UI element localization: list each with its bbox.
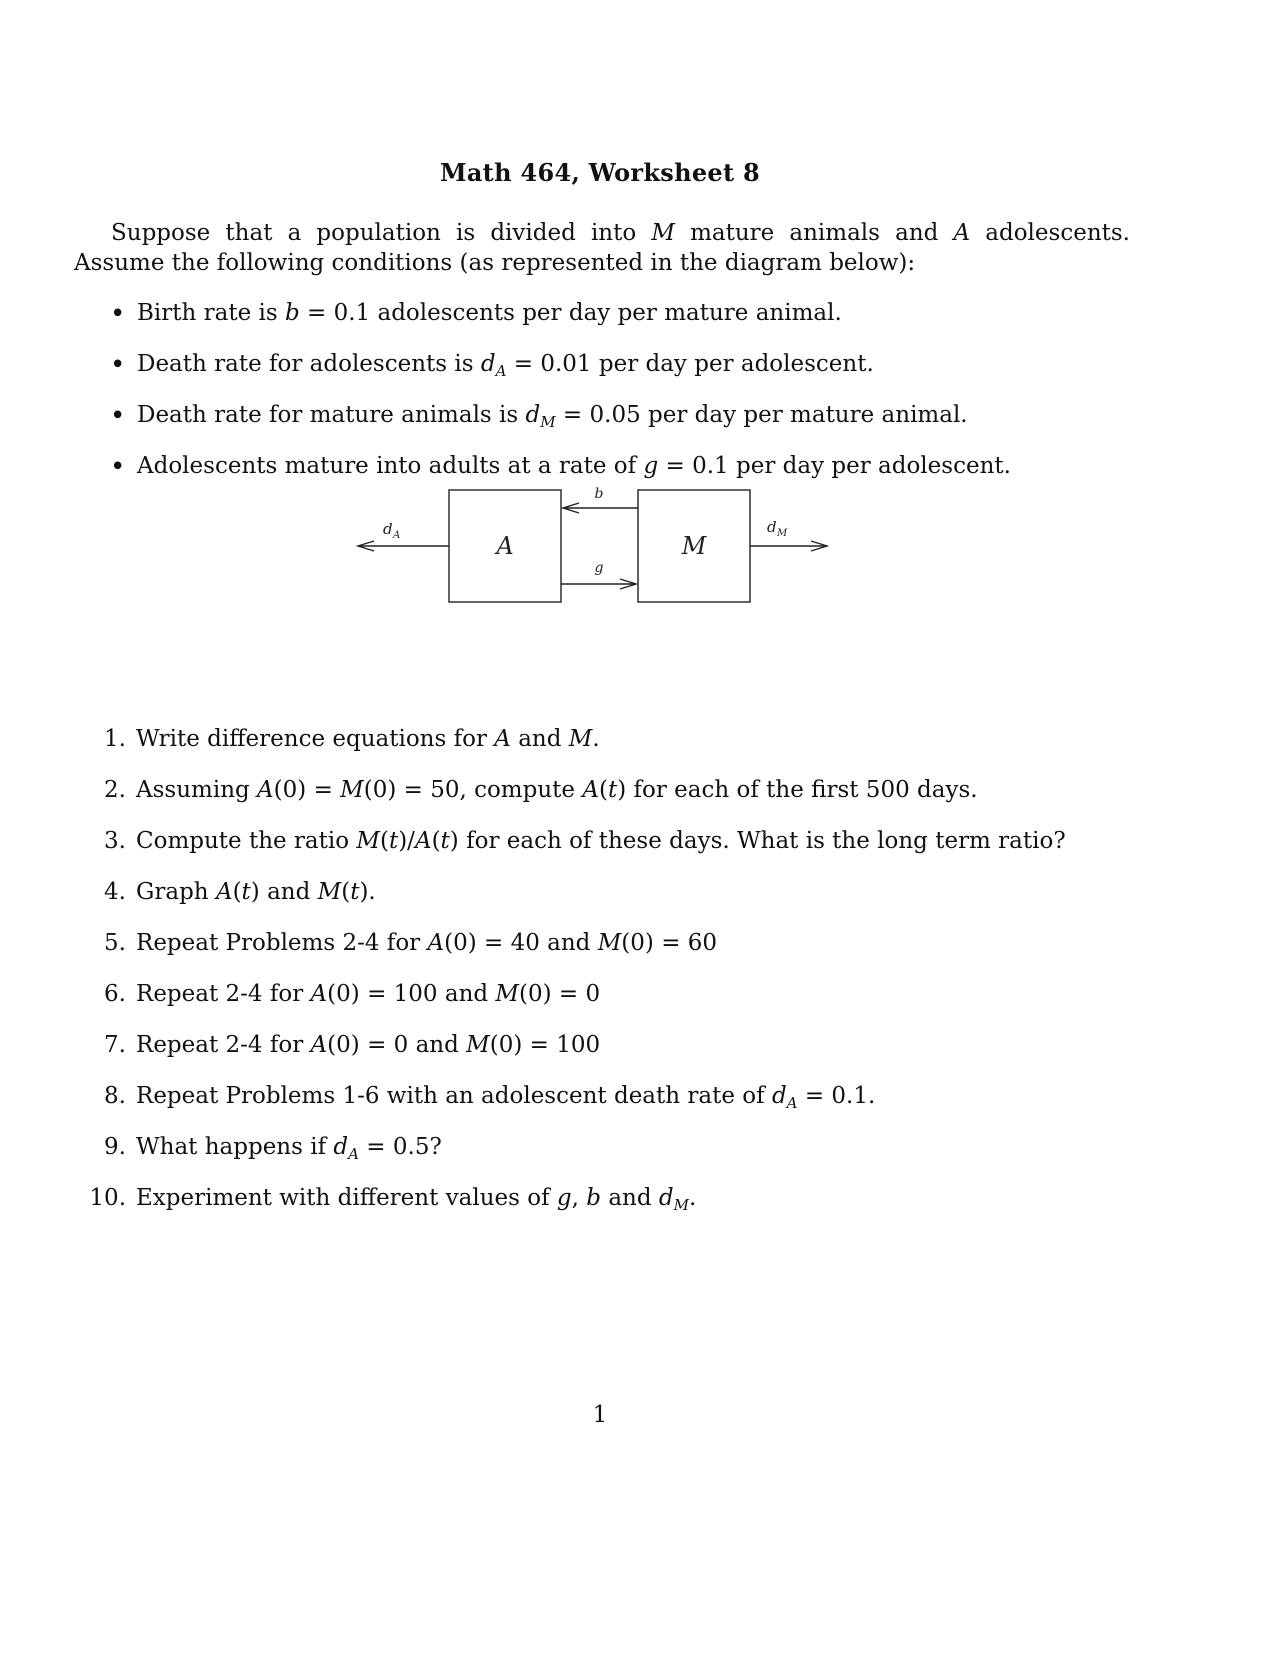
condition-text: = 0.1 per day per adolescent. [658,453,1011,479]
condition-text: Death rate for mature animals is [137,402,526,428]
problem-number: 4. [104,879,126,905]
problem-text: = 0.5? [359,1134,442,1160]
problem-text: . [688,1185,697,1211]
problem-subscript: M [673,1196,689,1214]
intro-text: mature animals and [674,220,954,246]
condition-item [110,300,1160,351]
problem-variable: M [495,981,519,1007]
problem-number: 3. [104,828,126,854]
box-m-label: M [681,532,707,560]
birth-rate-label: b [594,486,604,502]
growth-rate-label: g [594,560,604,576]
problem-number: 9. [104,1134,126,1160]
problem-variable: b [586,1185,602,1211]
condition-text: Death rate for adolescents is [137,351,481,377]
condition-item [110,402,1160,453]
condition-symbol: g [643,453,659,479]
problem-text: Graph [136,879,216,905]
problem-text: ( [232,879,242,905]
problem-variable: t [440,828,450,854]
intro-text: adolescents. Assume the following conditions (as represented in the diagram below): [74,220,1130,276]
problem-variable: A [494,726,511,752]
problem-text: and [510,726,569,752]
condition-text: Adolescents mature into adults at a rate of [137,453,644,479]
condition-subscript: M [540,413,556,431]
problem-variable: d [333,1134,349,1160]
problem-number: 6. [104,981,126,1007]
problem-text: (0) = [273,777,341,803]
problem-item [80,726,1180,777]
problem-variable: M [356,828,380,854]
problem-text: . [592,726,600,752]
problem-item [80,930,1180,981]
problem-number: 8. [104,1083,126,1109]
adolescent-death-subscript: A [393,530,401,541]
problem-item [80,1083,1180,1134]
problem-item [80,777,1180,828]
problem-text: (0) = 60 [621,930,718,956]
problem-variable: A [427,930,445,956]
problem-variable: g [556,1185,572,1211]
problem-text: Write difference equations for [136,726,495,752]
condition-subscript: A [495,362,507,380]
problem-text: Compute the ratio [136,828,357,854]
mature-death-label: d [767,518,777,536]
problem-variable: M [317,879,342,905]
problem-subscript: A [786,1094,798,1112]
problem-text: )/ [398,828,415,854]
adolescent-death-label: d [383,520,393,538]
problem-text: Repeat 2-4 for [136,1032,311,1058]
problem-number: 5. [104,930,126,956]
problem-text: Repeat 2-4 for [136,981,311,1007]
problem-text: (0) = 100 and [327,981,496,1007]
problem-text: (0) = 40 and [444,930,598,956]
population-flow-diagram [355,486,835,636]
problem-variable: t [388,828,399,854]
problem-number: 10. [89,1185,126,1211]
problem-text: ) for each of the first 500 days. [617,777,978,803]
problem-text: (0) = 50, compute [363,777,583,803]
problem-text: (0) = 0 and [327,1032,467,1058]
problem-text: ( [598,777,608,803]
problem-text: (0) = 0 [518,981,601,1007]
problem-subscript: A [348,1145,359,1163]
page-number: 1 [592,1402,608,1428]
problem-variable: A [414,828,432,854]
problem-variable: d [658,1185,674,1211]
intro-var-m: M [651,220,675,246]
problems-list [80,726,1180,1236]
problem-text: What happens if [136,1134,334,1160]
problem-variable: A [582,777,599,803]
condition-symbol: d [525,402,541,428]
problem-variable: t [241,879,251,905]
problem-variable: t [350,879,360,905]
problem-item [80,1185,1180,1236]
problem-variable: A [257,777,274,803]
condition-text: = 0.05 per day per mature animal. [555,402,968,428]
problem-text: ). [359,879,376,905]
mature-death-subscript: M [777,528,788,539]
conditions-list [110,300,1160,504]
problem-text: ( [341,879,351,905]
condition-symbol: d [480,351,496,377]
problem-text: ) and [250,879,318,905]
problem-variable: M [340,777,364,803]
problem-number: 2. [104,777,126,803]
problem-text: , [571,1185,587,1211]
page-title: Math 464, Worksheet 8 [439,158,761,187]
problem-item [80,1134,1180,1185]
condition-text: = 0.1 adolescents per day per mature animal. [299,300,842,326]
problem-item [80,1032,1180,1083]
problem-text: (0) = 100 [489,1032,601,1058]
intro-var-a: A [953,220,971,246]
problem-text: Experiment with different values of [136,1185,557,1211]
intro-text: Suppose that a population is divided into [111,220,652,246]
problem-variable: M [568,726,593,752]
problem-variable: M [597,930,622,956]
intro-paragraph [74,218,1130,278]
condition-item [110,351,1160,402]
problem-text: and [601,1185,659,1211]
problem-text: Repeat Problems 1-6 with an adolescent death rate of [136,1083,772,1109]
problem-item [80,828,1180,879]
problem-variable: M [466,1032,490,1058]
problem-variable: d [771,1083,787,1109]
problem-text: Assuming [136,777,258,803]
problem-text: ) for each of these days. What is the long term ratio? [449,828,1066,854]
problem-text: Repeat Problems 2-4 for [136,930,428,956]
problem-variable: t [607,777,618,803]
problem-text: ( [431,828,441,854]
problem-number: 7. [104,1032,126,1058]
problem-variable: A [310,1032,328,1058]
condition-text: = 0.01 per day per adolescent. [506,351,874,377]
problem-variable: A [215,879,233,905]
problem-number: 1. [104,726,126,752]
box-a-label: A [496,532,514,560]
problem-text: ( [379,828,389,854]
problem-variable: A [310,981,328,1007]
condition-text: Birth rate is [137,300,285,326]
condition-symbol: b [284,300,300,326]
problem-item [80,981,1180,1032]
problem-item [80,879,1180,930]
problem-text: = 0.1. [797,1083,876,1109]
